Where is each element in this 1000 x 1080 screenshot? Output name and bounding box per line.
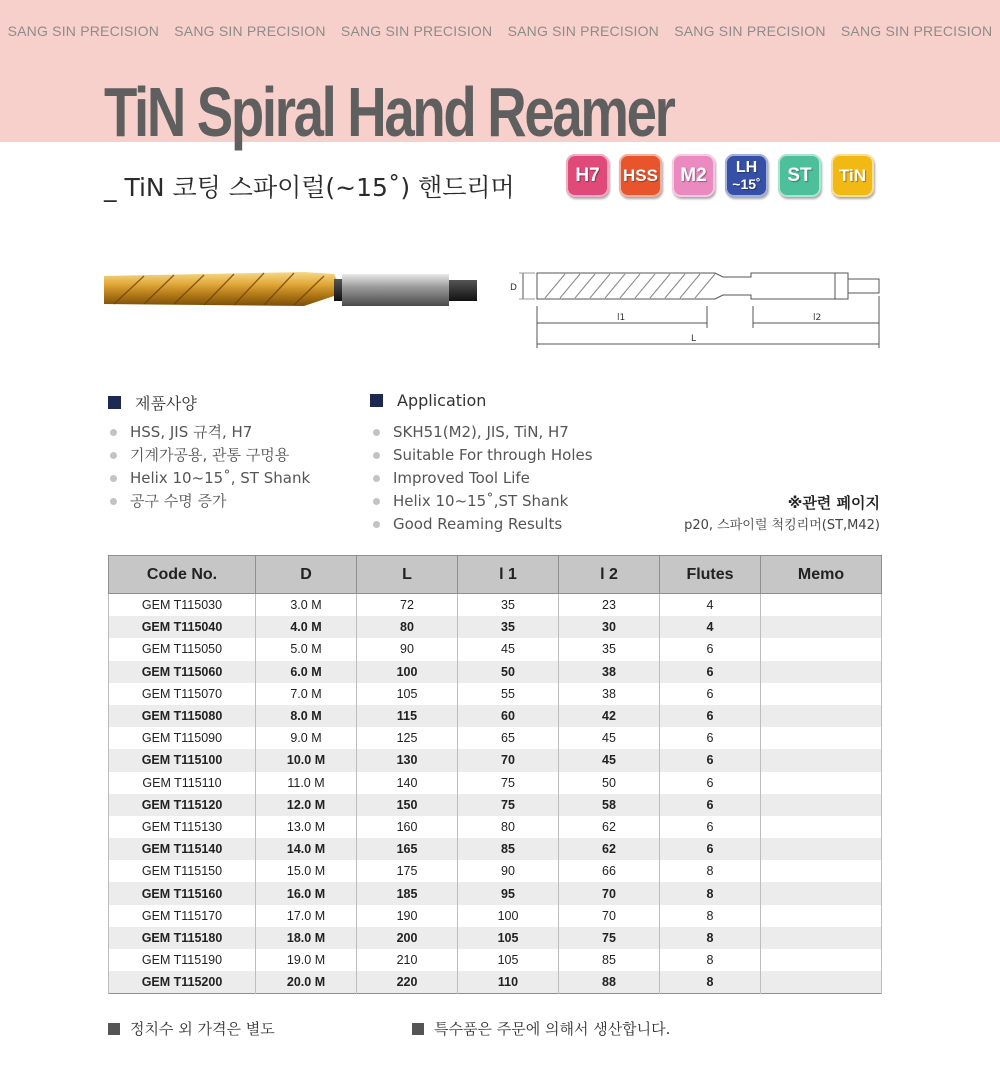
table-row [109, 772, 882, 794]
table-cell: 70 [559, 882, 660, 904]
table-cell: GEM T115190 [109, 949, 256, 971]
table-cell [761, 971, 882, 994]
table-row [109, 860, 882, 882]
table-cell: 185 [357, 882, 458, 904]
spec-list [110, 421, 310, 513]
table-cell: GEM T115040 [109, 616, 256, 638]
table-cell: GEM T115200 [109, 971, 256, 994]
spec-heading-text: 제품사양 [135, 394, 197, 413]
table-cell: 85 [458, 838, 559, 860]
col-header-flutes: Flutes [660, 556, 761, 594]
material-badges [566, 154, 874, 197]
table-cell: GEM T115090 [109, 727, 256, 749]
table-cell: 9.0 M [256, 727, 357, 749]
table-cell: 70 [559, 905, 660, 927]
table-cell: 55 [458, 683, 559, 705]
heading-square-icon [108, 396, 121, 409]
list-item-text: Good Reaming Results [393, 515, 563, 533]
table-cell: 45 [559, 749, 660, 771]
table-cell [761, 838, 882, 860]
table-body [109, 594, 882, 994]
table-row [109, 838, 882, 860]
table-cell: 20.0 M [256, 971, 357, 994]
table-cell [761, 594, 882, 617]
bullet-icon [110, 475, 117, 482]
table-cell [761, 638, 882, 660]
table-cell: GEM T115160 [109, 882, 256, 904]
list-item-text: Helix 10~15˚,ST Shank [393, 492, 569, 510]
table-cell: 110 [458, 971, 559, 994]
dim-l-label: L [691, 334, 697, 344]
table-cell: 115 [357, 705, 458, 727]
list-item-text: HSS, JIS 규격, H7 [130, 423, 253, 441]
list-item-text: 공구 수명 증가 [130, 492, 227, 510]
list-item [373, 421, 593, 444]
table-cell: 18.0 M [256, 927, 357, 949]
table-cell: GEM T115120 [109, 794, 256, 816]
table-cell: 105 [357, 683, 458, 705]
table-cell: 75 [458, 794, 559, 816]
list-item-text: Suitable For through Holes [393, 446, 593, 464]
table-cell: 88 [559, 971, 660, 994]
brand-text: SANG SIN PRECISION [7, 23, 160, 39]
bullet-icon [373, 521, 380, 528]
table-cell: 30 [559, 616, 660, 638]
bullet-icon [110, 498, 117, 505]
table-cell [761, 727, 882, 749]
table-row [109, 705, 882, 727]
table-cell: 6 [660, 794, 761, 816]
table-cell: GEM T115030 [109, 594, 256, 617]
table-cell: 70 [458, 749, 559, 771]
table-cell: 125 [357, 727, 458, 749]
m2-badge: M2 [672, 154, 715, 197]
table-cell: 6 [660, 772, 761, 794]
table-cell [761, 794, 882, 816]
col-header-code: Code No. [109, 556, 256, 594]
bullet-icon [373, 475, 380, 482]
list-item-text: SKH51(M2), JIS, TiN, H7 [393, 423, 569, 441]
table-cell: 45 [559, 727, 660, 749]
table-cell: 95 [458, 882, 559, 904]
table-cell: 11.0 M [256, 772, 357, 794]
spec-heading [108, 391, 197, 414]
table-cell: GEM T115150 [109, 860, 256, 882]
list-item-text: 기계가공용, 관통 구멍용 [130, 446, 290, 464]
table-row [109, 594, 882, 617]
bullet-icon [110, 429, 117, 436]
col-header-l1: l 1 [458, 556, 559, 594]
table-cell: 80 [357, 616, 458, 638]
bullet-icon [373, 429, 380, 436]
table-row [109, 661, 882, 683]
table-cell: 105 [458, 949, 559, 971]
table-row [109, 683, 882, 705]
table-cell: 60 [458, 705, 559, 727]
table-cell: 10.0 M [256, 749, 357, 771]
table-cell: GEM T115080 [109, 705, 256, 727]
table-cell [761, 705, 882, 727]
table-cell: 38 [559, 661, 660, 683]
table-row [109, 816, 882, 838]
table-cell: 66 [559, 860, 660, 882]
spec-table [108, 555, 882, 994]
page-subtitle: _ TiN 코팅 스파이럴(~15˚) 핸드리머 [104, 173, 515, 202]
note-square-icon [412, 1023, 424, 1035]
table-cell: GEM T115130 [109, 816, 256, 838]
table-cell: 62 [559, 816, 660, 838]
st-badge: ST [778, 154, 821, 197]
table-cell: 8 [660, 882, 761, 904]
brand-text: SANG SIN PRECISION [340, 23, 493, 39]
table-cell: 8 [660, 949, 761, 971]
table-cell: 65 [458, 727, 559, 749]
table-cell: 6 [660, 838, 761, 860]
col-header-l2: l 2 [559, 556, 660, 594]
table-cell: GEM T115110 [109, 772, 256, 794]
dimension-drawing [505, 262, 885, 354]
brand-text: SANG SIN PRECISION [174, 23, 326, 39]
table-cell: 90 [357, 638, 458, 660]
table-cell: 72 [357, 594, 458, 617]
table-cell: 23 [559, 594, 660, 617]
table-cell [761, 749, 882, 771]
list-item [110, 421, 310, 444]
brand-text: SANG SIN PRECISION [840, 23, 993, 39]
table-cell: 160 [357, 816, 458, 838]
table-cell: 6 [660, 727, 761, 749]
table-cell: 6 [660, 816, 761, 838]
table-header-row [109, 556, 882, 594]
table-cell: 19.0 M [256, 949, 357, 971]
price-note-text: 정치수 외 가격은 별도 [130, 1020, 275, 1038]
application-heading [370, 391, 486, 410]
brand-text: SANG SIN PRECISION [674, 23, 826, 39]
table-cell: 50 [559, 772, 660, 794]
table-cell: 7.0 M [256, 683, 357, 705]
brand-strip [0, 23, 1000, 39]
table-cell: 50 [458, 661, 559, 683]
table-cell: GEM T115180 [109, 927, 256, 949]
table-row [109, 927, 882, 949]
table-cell: 62 [559, 838, 660, 860]
bullet-icon [373, 452, 380, 459]
table-cell: 14.0 M [256, 838, 357, 860]
table-row [109, 905, 882, 927]
table-cell: 6 [660, 638, 761, 660]
table-cell: 200 [357, 927, 458, 949]
table-cell: 4 [660, 594, 761, 617]
price-note [108, 1018, 275, 1039]
table-cell [761, 816, 882, 838]
table-cell: 4 [660, 616, 761, 638]
table-row [109, 616, 882, 638]
table-cell: 45 [458, 638, 559, 660]
table-cell: 220 [357, 971, 458, 994]
table-row [109, 794, 882, 816]
table-cell: 80 [458, 816, 559, 838]
table-cell: 13.0 M [256, 816, 357, 838]
table-cell: 85 [559, 949, 660, 971]
tin-badge: TiN [831, 154, 874, 197]
table-cell: 190 [357, 905, 458, 927]
table-cell: 35 [458, 616, 559, 638]
table-cell: 6 [660, 749, 761, 771]
table-row [109, 727, 882, 749]
table-cell: 6 [660, 705, 761, 727]
table-cell [761, 683, 882, 705]
table-cell: 8 [660, 927, 761, 949]
table-cell [761, 882, 882, 904]
table-cell: 5.0 M [256, 638, 357, 660]
list-item [373, 490, 593, 513]
table-cell: 75 [458, 772, 559, 794]
custom-order-note [412, 1018, 670, 1039]
list-item-text: Improved Tool Life [393, 469, 530, 487]
table-cell: 150 [357, 794, 458, 816]
table-cell: GEM T115070 [109, 683, 256, 705]
table-cell: 90 [458, 860, 559, 882]
table-cell: 210 [357, 949, 458, 971]
table-cell: 35 [458, 594, 559, 617]
table-cell [761, 905, 882, 927]
list-item-text: Helix 10~15˚, ST Shank [130, 469, 311, 487]
table-cell: 6 [660, 683, 761, 705]
table-cell: GEM T115100 [109, 749, 256, 771]
table-cell: 35 [559, 638, 660, 660]
table-cell: 140 [357, 772, 458, 794]
table-cell: GEM T115170 [109, 905, 256, 927]
dim-l2-label: l2 [813, 313, 822, 323]
table-cell: 8.0 M [256, 705, 357, 727]
bullet-icon [110, 452, 117, 459]
table-cell: 16.0 M [256, 882, 357, 904]
related-page-title: ※관련 페이지 [787, 494, 880, 512]
table-cell: 8 [660, 971, 761, 994]
table-cell [761, 927, 882, 949]
table-cell [761, 949, 882, 971]
page-title: TiN Spiral Hand Reamer [104, 73, 674, 151]
table-cell: 38 [559, 683, 660, 705]
table-row [109, 638, 882, 660]
table-cell [761, 772, 882, 794]
table-cell: 12.0 M [256, 794, 357, 816]
table-row [109, 971, 882, 994]
table-cell: GEM T115060 [109, 661, 256, 683]
table-cell: 4.0 M [256, 616, 357, 638]
col-header-l: L [357, 556, 458, 594]
application-heading-text: Application [397, 391, 487, 410]
custom-order-note-text: 특수품은 주문에 의해서 생산합니다. [434, 1020, 671, 1038]
table-row [109, 749, 882, 771]
list-item [373, 467, 593, 490]
table-cell: GEM T115050 [109, 638, 256, 660]
dim-l1-label: l1 [617, 313, 626, 323]
table-cell: 105 [458, 927, 559, 949]
list-item [110, 444, 310, 467]
list-item [110, 467, 310, 490]
table-cell: 6.0 M [256, 661, 357, 683]
list-item [110, 490, 310, 513]
table-cell [761, 860, 882, 882]
table-row [109, 949, 882, 971]
col-header-memo: Memo [761, 556, 882, 594]
heading-square-icon [370, 394, 383, 407]
note-square-icon [108, 1023, 120, 1035]
badge-label-bottom: ~15˚ [732, 175, 761, 192]
left-hand-helix-badge [725, 154, 768, 197]
reamer-photo [104, 266, 484, 314]
table-cell: 130 [357, 749, 458, 771]
list-item [373, 513, 593, 536]
dim-d-label: D [510, 283, 517, 293]
table-cell [761, 616, 882, 638]
table-cell: 42 [559, 705, 660, 727]
table-cell: 58 [559, 794, 660, 816]
table-cell: 3.0 M [256, 594, 357, 617]
table-cell [761, 661, 882, 683]
table-cell: 15.0 M [256, 860, 357, 882]
table-cell: 8 [660, 860, 761, 882]
table-cell: 17.0 M [256, 905, 357, 927]
table-cell: 100 [458, 905, 559, 927]
application-list [373, 421, 593, 536]
table-cell: GEM T115140 [109, 838, 256, 860]
table-cell: 6 [660, 661, 761, 683]
table-cell: 100 [357, 661, 458, 683]
table-cell: 8 [660, 905, 761, 927]
table-cell: 175 [357, 860, 458, 882]
h7-badge: H7 [566, 154, 609, 197]
brand-text: SANG SIN PRECISION [507, 23, 659, 39]
bullet-icon [373, 498, 380, 505]
badge-label-top: LH [735, 158, 758, 176]
col-header-d: D [256, 556, 357, 594]
table-cell: 75 [559, 927, 660, 949]
hss-badge: HSS [619, 154, 662, 197]
table-cell: 165 [357, 838, 458, 860]
related-page-link[interactable]: p20, 스파이럴 척킹리머(ST,M42) [684, 518, 880, 533]
list-item [373, 444, 593, 467]
table-row [109, 882, 882, 904]
